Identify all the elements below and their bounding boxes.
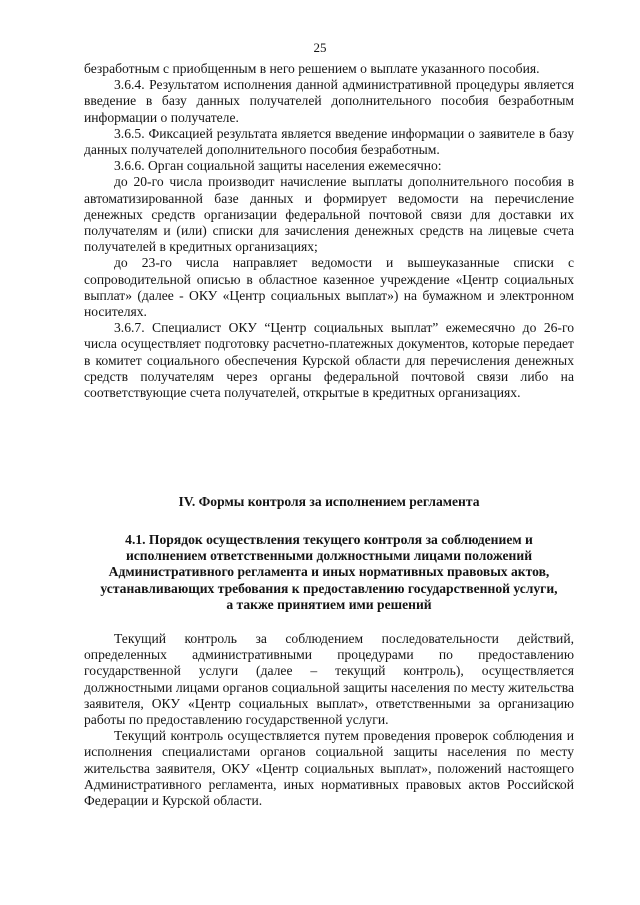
paragraph-20th: до 20-го числа производит начисление выплаты дополнительного пособия в автоматизированной базе данных и формирует ведомости на перечисление денежных средств организации федеральной почтовой связи для доставки их получателям и (или) списки для зачисления денежных средств на лицевые счета получателей в кредитных организациях; (84, 174, 574, 255)
bottom-text-block (84, 631, 574, 809)
paragraph-23rd: до 23-го числа направляет ведомости и вышеуказанные списки с сопроводительной описью в областное казенное учреждение «Центр социальных выплат» (далее - ОКУ «Центр социальных выплат») на бумажном и электронном носителях. (84, 255, 574, 320)
paragraph-current-control-checks: Текущий контроль осуществляется путем проведения проверок соблюдения и исполнения специалистами органов социальной защиты населения по месту жительства заявителя, ОКУ «Центр социальных выплат», положений настоящего Административного регламента, иных нормативных правовых актов Российской Федерации и Курской области. (84, 728, 574, 809)
paragraph-3-6-7: 3.6.7. Специалист ОКУ “Центр социальных выплат” ежемесячно до 26-го числа осуществляет подготовку расчетно-платежных документов, которые передает в комитет социального обеспечения Курской области для перечисления денежных средств получателям через органы федеральной почтовой связи либо на соответствующие счета получателей, открытые в кредитных организациях. (84, 320, 574, 401)
subsection-heading: 4.1. Порядок осуществления текущего контроля за соблюдением и исполнением ответственными должностными лицами положений Административного регламента и иных нормативных правовых актов, устанавливающих требования к предоставлению государственной услуги, а также принятием ими решений (100, 532, 558, 612)
paragraph-3-6-6: 3.6.6. Орган социальной защиты населения ежемесячно: (114, 158, 442, 174)
top-text-block (84, 61, 574, 401)
paragraph-3-6-5: 3.6.5. Фиксацией результата является введение информации о заявителе в базу данных получателей дополнительного пособия безработным. (84, 125, 574, 158)
section-heading-block (84, 494, 574, 510)
paragraph-continuation: безработным с приобщенным в него решением о выплате указанного пособия. (84, 61, 540, 76)
paragraph-3-6-4: 3.6.4. Результатом исполнения данной административной процедуры является введение в базу данных получателей дополнительного пособия безработным информации о получателе. (84, 77, 574, 125)
subsection-heading-block (96, 532, 562, 613)
paragraph-current-control: Текущий контроль за соблюдением последовательности действий, определенных административными процедурами по предоставлению государственной услуги (далее – текущий контроль), осуществляется должностными лицами органов социальной защиты населения по месту жительства заявителя, ОКУ «Центр социальных выплат», ответственными за организацию работы по предоставлению государственной услуги. (84, 631, 574, 728)
page-number: 25 (313, 40, 327, 55)
section-heading: IV. Формы контроля за исполнением регламента (178, 494, 480, 509)
